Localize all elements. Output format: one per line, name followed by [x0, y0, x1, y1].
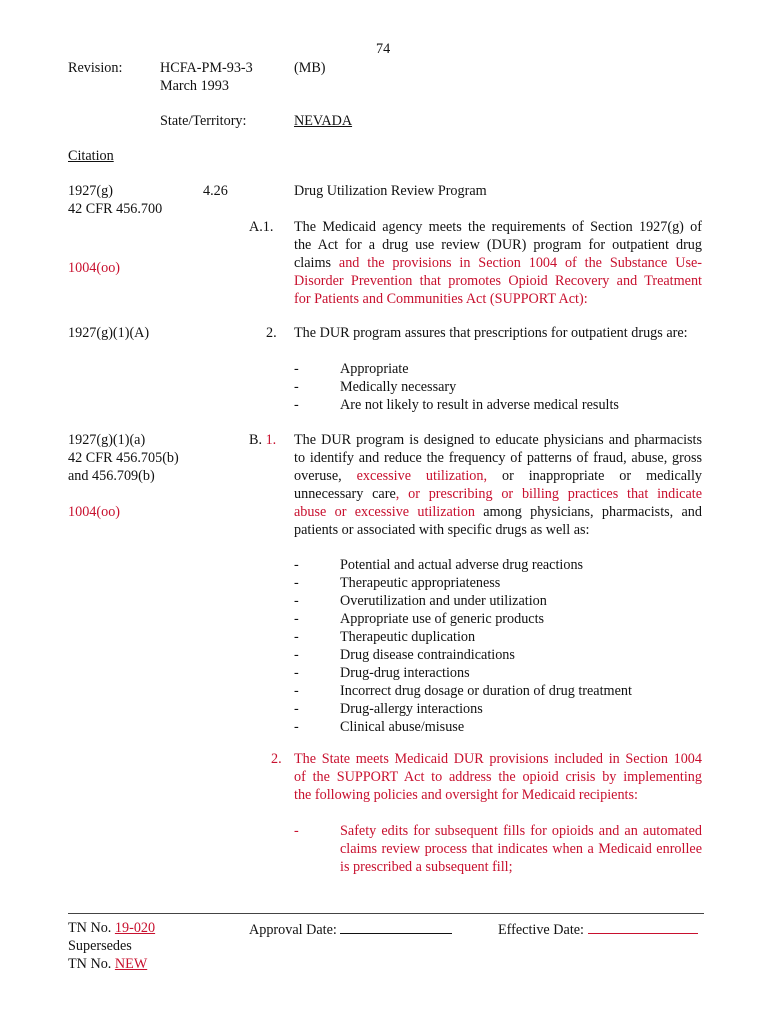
a1-line-4: Disorder Prevention that promotes Opioid Recovery and Treatment: [294, 273, 702, 289]
a1-line-1: The Medicaid agency meets the requirements of Section 1927(g) of: [294, 219, 702, 235]
b1-line-3-red: excessive utilization,: [356, 468, 488, 484]
b1-line-2: to identify and reduce the frequency of patterns of fraud, abuse, gross: [294, 450, 702, 466]
b1-list-item: Potential and actual adverse drug reactions: [340, 557, 584, 573]
b2-item: [340, 822, 702, 876]
b2-label: 2.: [271, 751, 282, 767]
b1-line-3-b: or inappropriate or medically: [501, 468, 703, 484]
tn-value: 19-020: [114, 920, 156, 936]
b1-line-4-red: , or prescribing or billing practices that indicate: [395, 486, 702, 502]
section-title: Drug Utilization Review Program: [294, 183, 487, 199]
b1-dash: -: [294, 719, 299, 735]
b1-dash: -: [294, 647, 299, 663]
citation-1927g1a: 1927(g)(1)(a): [68, 432, 146, 448]
b2-item-line-3: is prescribed a subsequent fill;: [340, 859, 513, 875]
b1-line-5-black: among physicians, pharmacists, and: [474, 504, 702, 520]
tn-number: [68, 919, 155, 937]
b1-dash: -: [294, 665, 299, 681]
b1-list-item: Therapeutic appropriateness: [340, 575, 501, 591]
b1-line-5: [294, 503, 702, 521]
b1-dash: -: [294, 629, 299, 645]
b1-line-1: The DUR program is designed to educate physicians and pharmacists: [294, 432, 702, 448]
b1-list-item: Clinical abuse/misuse: [340, 719, 465, 735]
revision-label: Revision:: [68, 60, 123, 76]
b2-line-1: The State meets Medicaid DUR provisions included in Section 1004: [294, 751, 702, 767]
b1-list-item: Incorrect drug dosage or duration of drug treatment: [340, 683, 632, 699]
tn2-value: NEW: [114, 956, 148, 972]
b1-dash: -: [294, 611, 299, 627]
a1-line-3: [294, 254, 702, 272]
b1-list-item: Drug-drug interactions: [340, 665, 470, 681]
b1-dash: -: [294, 593, 299, 609]
a1-paragraph: [294, 218, 702, 308]
a1-label: A.1.: [249, 219, 274, 235]
a2-text: The DUR program assures that prescriptions for outpatient drugs are:: [294, 325, 688, 341]
b2-paragraph: [294, 750, 702, 804]
b1-dash: -: [294, 557, 299, 573]
b1-list-item: Drug-allergy interactions: [340, 701, 483, 717]
b2-item-line-2: claims review process that indicates when a Medicaid enrollee: [340, 841, 702, 857]
b1-line-3: [294, 467, 702, 485]
revision-code: HCFA-PM-93-3: [160, 60, 253, 76]
citation-1004oo-2: 1004(oo): [68, 504, 121, 520]
tn-number-2: [68, 955, 147, 973]
a2-item-3: Are not likely to result in adverse medical results: [340, 397, 619, 413]
state-value: NEVADA: [294, 113, 353, 129]
b1-list-item: Therapeutic duplication: [340, 629, 476, 645]
citation-heading: Citation: [68, 148, 114, 164]
b1-label-num: 1.: [265, 432, 277, 448]
citation-1927g: 1927(g): [68, 183, 113, 199]
tn-label: TN No.: [68, 920, 112, 936]
footer-rule: [68, 913, 704, 914]
citation-42cfr-456-705b: 42 CFR 456.705(b): [68, 450, 179, 466]
b1-dash: -: [294, 683, 299, 699]
mb-label: (MB): [294, 60, 326, 76]
citation-42cfr-456-700: 42 CFR 456.700: [68, 201, 163, 217]
a2-label: 2.: [266, 325, 277, 341]
a2-item-1: Appropriate: [340, 361, 409, 377]
b1-line-3-a: overuse,: [294, 468, 342, 484]
supersedes-label: Supersedes: [68, 938, 132, 954]
b2-line-2: of the SUPPORT Act to address the opioid crisis by implementing: [294, 769, 702, 785]
b2-dash: -: [294, 823, 299, 839]
b1-line-4: [294, 485, 702, 503]
b1-line-6: patients or associated with specific drugs as well as:: [294, 522, 590, 538]
a2-item-2: Medically necessary: [340, 379, 457, 395]
b1-line-4-black: unnecessary care: [294, 486, 396, 502]
a2-dash-2: -: [294, 379, 299, 395]
b2-item-line-1: Safety edits for subsequent fills for opioids and an automated: [340, 823, 702, 839]
approval-label: Approval Date:: [249, 922, 337, 938]
b1-list-item: Drug disease contraindications: [340, 647, 515, 663]
citation-1004oo: 1004(oo): [68, 260, 121, 276]
b1-paragraph: [294, 431, 702, 539]
page-number: 74: [376, 41, 391, 57]
approval-date: [249, 919, 452, 939]
section-number: 4.26: [203, 183, 228, 199]
citation-1927g1A: 1927(g)(1)(A): [68, 325, 150, 341]
a2-dash-3: -: [294, 397, 299, 413]
a1-line-3-red: and the provisions in Section 1004 of the Substance Use-: [331, 255, 702, 271]
b1-list-item: Appropriate use of generic products: [340, 611, 545, 627]
b1-dash: -: [294, 575, 299, 591]
b1-line-5-red: abuse or excessive utilization: [294, 504, 475, 520]
b2-line-3: the following policies and oversight for Medicaid recipients:: [294, 787, 638, 803]
effective-label: Effective Date:: [498, 922, 584, 938]
a1-line-3-black: claims: [294, 255, 332, 271]
b1-dash: -: [294, 701, 299, 717]
citation-456-709b: and 456.709(b): [68, 468, 155, 484]
a1-line-2: the Act for a drug use review (DUR) program for outpatient drug: [294, 237, 702, 253]
a2-dash-1: -: [294, 361, 299, 377]
state-label: State/Territory:: [160, 113, 247, 129]
effective-date-blank[interactable]: [588, 919, 698, 934]
tn2-label: TN No.: [68, 956, 112, 972]
b1-label-b: B.: [249, 432, 263, 448]
b1-label: [249, 431, 276, 449]
revision-date: March 1993: [160, 78, 229, 94]
b1-list-item: Overutilization and under utilization: [340, 593, 547, 609]
a1-line-5: for Patients and Communities Act (SUPPORT Act):: [294, 291, 588, 307]
effective-date: [498, 919, 698, 939]
approval-date-blank[interactable]: [340, 919, 452, 934]
